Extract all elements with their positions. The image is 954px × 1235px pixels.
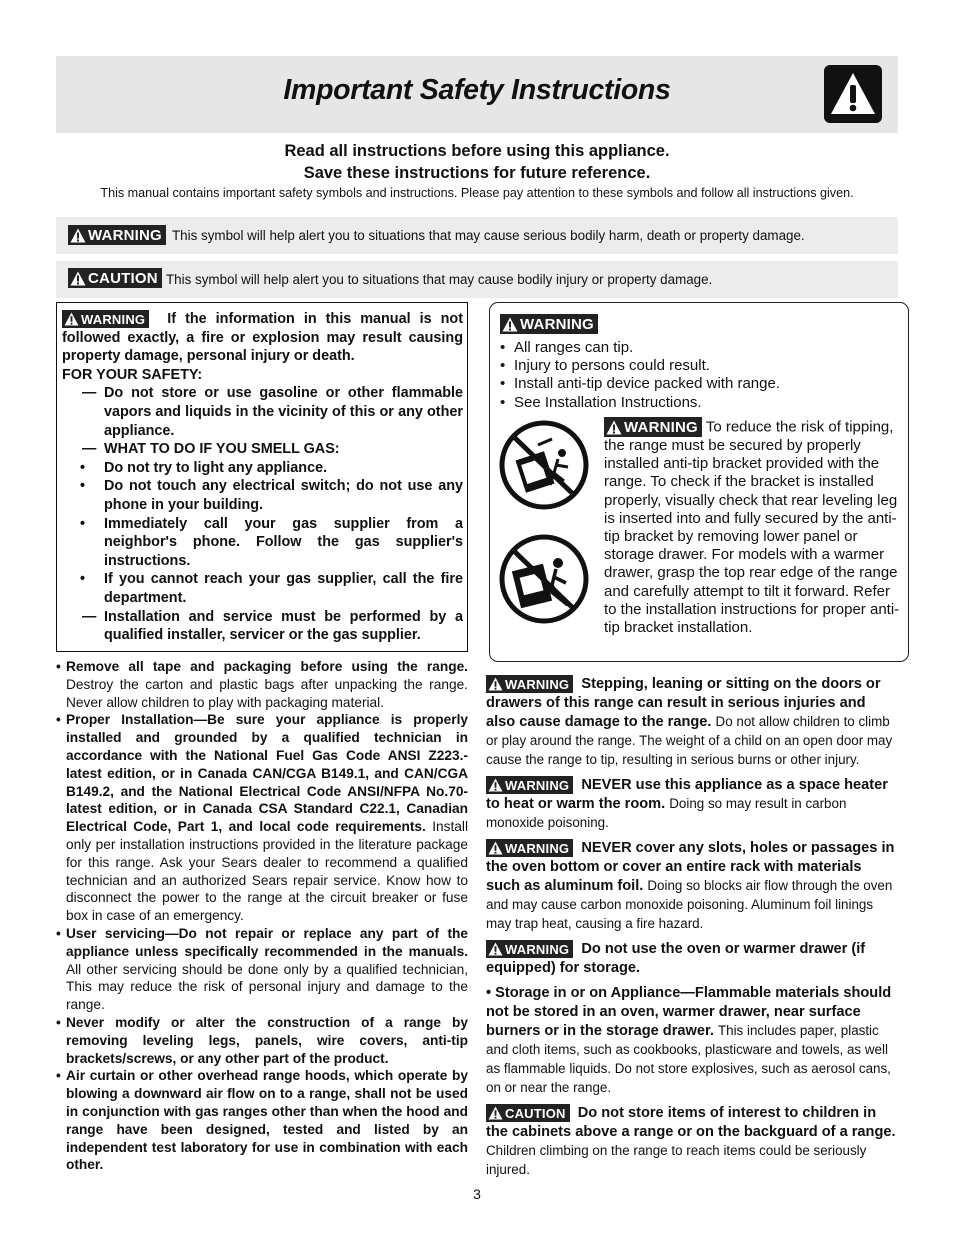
safety-list-item: • Never modify or alter the construction of a range by removing leveling legs, panels, wire covers, anti-tip brackets/screws, or any other part of the product. [56, 1014, 468, 1066]
for-your-safety: FOR YOUR SAFETY: [62, 366, 203, 383]
warning-block: CAUTION Do not store items of interest to children in the cabinets above a range or on the backguard of a range. Children climbing on the range to reach items could be seriously injured. [486, 1105, 896, 1177]
alert-triangle-icon [488, 677, 503, 691]
intro-text: This manual contains important safety symbols and instructions. Please pay attention to these symbols and follow all instructions given. [100, 186, 854, 200]
warning-label-badge: WARNING [486, 776, 573, 794]
warning-block: • Storage in or on Appliance—Flammable materials should not be stored in an oven, warmer drawer, near surface burners or in the storage drawer. This includes paper, plastic and cloth items, such as cookbooks, plasticware and towels, as well as flammable liquids. Do not store explosives, such as aerosol cans, on or near the range. [486, 985, 892, 1095]
warning-symbol-text: This symbol will help alert you to situations that may cause serious bodily harm, death or property damage. [172, 228, 805, 243]
warning-block: WARNING NEVER use this appliance as a space heater to heat or warm the room. Doing so may result in carbon monoxide poisoning. [486, 777, 888, 830]
safety-list-item: • Remove all tape and packaging before using the range. Destroy the carton and plastic bags after unpacking the range. Never allow children to play with packaging material. [56, 659, 468, 710]
gas-safety-item: • Do not try to light any appliance. [80, 459, 328, 476]
caution-symbol-bar [56, 261, 898, 298]
warning-label-badge: WARNING [604, 417, 702, 437]
warning-block: WARNING Stepping, leaning or sitting on the doors or drawers of this range can result in serious injuries and also cause damage to the range. Do not allow children to climb or play around the range. The weight of a child on an open door may cause the range to tip, resulting in serious burns or other injury. [486, 676, 893, 767]
caution-label-badge: CAUTION [486, 1104, 570, 1122]
alert-triangle-icon [64, 312, 79, 326]
alert-triangle-icon [488, 778, 503, 792]
save-instructions-heading: Save these instructions for future reference. [303, 164, 651, 182]
anti-tip-bullet: • Injury to persons could result. [500, 357, 710, 375]
warning-block: WARNING NEVER cover any slots, holes or passages in the oven bottom or cover an entire rack with materials such as aluminum foil. Doing so blocks air flow through the oven and may cause carbon monoxide poisoning. Aluminum foil linings may trap heat, causing a fire hazard. [486, 840, 895, 931]
warning-label-badge: WARNING [68, 225, 166, 245]
header-bar [56, 56, 898, 133]
range-tip-over-icon [498, 419, 590, 511]
warning-label-badge: WARNING [62, 310, 149, 328]
warning-label-badge: WARNING [486, 940, 573, 958]
page-number: 3 [473, 1186, 481, 1202]
gas-safety-item: • If you cannot reach your gas supplier, call the fire department. [80, 571, 463, 606]
alert-triangle-icon [70, 228, 86, 243]
anti-tip-bullets [500, 339, 780, 412]
right-column-list [486, 675, 898, 1186]
read-all-heading: Read all instructions before using this appliance. [284, 142, 670, 160]
anti-tip-bullet: • Install anti-tip device packed with range. [500, 375, 780, 393]
warning-block: WARNING Do not use the oven or warmer drawer (if equipped) for storage. [486, 941, 866, 976]
gas-safety-item: • Immediately call your gas supplier from a neighbor's phone. Follow the gas supplier's instructions. [80, 515, 463, 569]
anti-tip-text: WARNING To reduce the risk of tipping, the range must be secured by properly installed anti-tip bracket provided with the range. To check if the bracket is installed properly, visually check that rear leveling leg is inserted into and fully secured by the anti-tip bracket by removing lower panel or storage drawer. For models with a warmer drawer, grasp the top rear edge of the range and carefully attempt to tilt it forward. Refer to the installation instructions for proper anti-tip bracket installation. [604, 418, 900, 637]
warning-label-badge: WARNING [486, 675, 573, 693]
alert-triangle-icon [606, 420, 622, 435]
gas-safety-item: — Do not store or use gasoline or other flammable vapors and liquids in the vicinity of this or any other appliance. [82, 385, 463, 439]
safety-list-item: • User servicing—Do not repair or replace any part of the appliance unless specifically recommended in the manuals. All other servicing should be done only by a qualified technician, This may reduce the risk of personal injury and damage to the range. [56, 925, 468, 1013]
child-on-door-icon [498, 533, 590, 625]
anti-tip-bullet: • All ranges can tip. [500, 339, 634, 356]
warning-symbol-bar [56, 217, 898, 254]
gas-warning-box [56, 302, 468, 652]
gas-safety-item: — Installation and service must be performed by a qualified installer, servicer or the gas supplier. [82, 608, 463, 644]
anti-tip-bullet: • See Installation Instructions. [500, 393, 702, 411]
alert-triangle-icon [70, 271, 86, 286]
alert-triangle-icon [488, 1106, 503, 1120]
gas-safety-item: — WHAT TO DO IF YOU SMELL GAS: [82, 441, 340, 458]
caution-symbol-text: This symbol will help alert you to situations that may cause bodily injury or property damage. [166, 272, 713, 287]
page-title: Important Safety Instructions [283, 74, 671, 106]
alert-triangle-icon [488, 942, 503, 956]
caution-label-badge: CAUTION [68, 268, 162, 288]
warning-triangle-icon [824, 65, 882, 123]
alert-triangle-icon [502, 317, 518, 332]
warning-label-badge: WARNING [486, 839, 573, 857]
gas-warning-lead: WARNING If the information in this manual is not followed exactly, a fire or explosion may result causing property damage, personal injury or death. [62, 311, 463, 365]
left-column-list [56, 658, 468, 1174]
warning-label-badge: WARNING [500, 314, 598, 334]
anti-tip-warning-box [489, 302, 909, 662]
gas-safety-item: • Do not touch any electrical switch; do not use any phone in your building. [80, 478, 463, 513]
safety-list-item: • Proper Installation—Be sure your appliance is properly installed and grounded by a qualified technician in accordance with the National Fuel Gas Code ANSI Z223.- latest edition, or in Canada CAN/CGA B149.1, and CAN/CGA B149.2, and the National Electrical Code ANSI/NFPA No.70-latest edition, or in Canada CSA Standard C22.1, Canadian Electrical Code, Part 1, and local code requirements. Install only per installation instructions provided in the literature package for this range. Ask your Sears dealer to recommend a qualified technician and an authorized Sears repair service. Know how to disconnect the power to the range at the circuit breaker or fuse box in case of an emergency. [56, 712, 468, 924]
safety-list-item: • Air curtain or other overhead range hoods, which operate by blowing a downward air flow on to a range, shall not be used in conjunction with gas ranges other than when the hood and range have been designed, tested and listed by an independent test laboratory for use in combination with each other. [56, 1068, 468, 1173]
alert-triangle-icon [488, 841, 503, 855]
